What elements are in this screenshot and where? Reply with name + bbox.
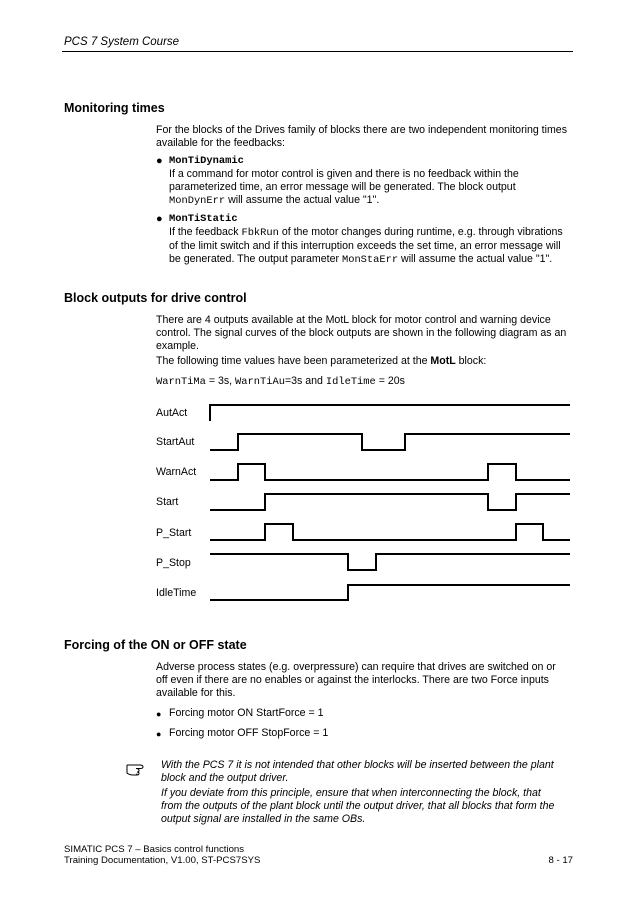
- signal-label-p-stop: P_Stop: [156, 557, 191, 569]
- waveform-idletime: [210, 585, 570, 600]
- signal-label-warnact: WarnAct: [156, 466, 197, 478]
- bullet-line: If a command for motor control is given and there is no feedback within the: [169, 168, 519, 180]
- page-number: 8 - 17: [548, 855, 573, 866]
- waveform-startaut: [210, 434, 570, 450]
- forcing-paragraph: [156, 661, 576, 700]
- signal-label-p-start: P_Start: [156, 527, 192, 539]
- note-line: block and the output driver.: [161, 772, 289, 784]
- signal-label-startaut: StartAut: [156, 436, 195, 448]
- footer-info: [64, 844, 260, 866]
- paragraph-text: = 20s: [375, 375, 405, 387]
- waveform-autact: [210, 405, 570, 421]
- waveform-p-stop: [210, 554, 570, 570]
- bullet-icon: ●: [156, 729, 162, 739]
- bullet-text: Forcing motor ON StartForce = 1: [169, 707, 324, 719]
- page-header-title: PCS 7 System Course: [64, 36, 180, 48]
- paragraph-text: block:: [455, 355, 487, 367]
- note-line: With the PCS 7 it is not intended that other blocks will be inserted between the plant: [161, 759, 554, 771]
- waveform-start: [210, 494, 570, 510]
- heading-forcing: Forcing of the ON or OFF state: [64, 638, 247, 652]
- code-monstaerr: MonStaErr: [341, 254, 399, 266]
- code-warntima: WarnTiMa: [156, 376, 206, 388]
- note-line: output signal are installed in the same OBs.: [161, 813, 366, 825]
- paragraph-line: available for this.: [156, 687, 236, 699]
- paragraph-text: = 3s,: [205, 375, 236, 387]
- note-line: If you deviate from this principle, ensure that when interconnecting the block, that: [161, 787, 541, 799]
- bullet-icon: ●: [156, 155, 163, 167]
- block-name-motl: MotL: [430, 355, 456, 367]
- bullet-text: of the motor changes during runtime, e.g. through vibrations: [278, 226, 563, 238]
- bullet-force-on: [156, 707, 569, 720]
- signal-label-idletime: IdleTime: [156, 587, 197, 599]
- bullet-force-off: [156, 727, 569, 740]
- bullet-text: will assume the actual value "1".: [398, 253, 553, 265]
- footer-line: Training Documentation, V1.00, ST-PCS7SYS: [64, 855, 261, 866]
- heading-monitoring-times: Monitoring times: [64, 101, 165, 115]
- note-line: from the outputs of the plant block until the output driver, that all blocks that form the: [161, 800, 555, 812]
- paragraph-line: Adverse process states (e.g. overpressure) can require that drives are switched on or: [156, 661, 556, 673]
- signal-label-autact: AutAct: [156, 407, 188, 419]
- bullet-icon: ●: [156, 213, 163, 225]
- paragraph-line: control. The signal curves of the block outputs are shown in the following diagram as an: [156, 327, 567, 339]
- code-warntiau: WarnTiAu: [235, 376, 285, 388]
- bullet-icon: ●: [156, 709, 162, 719]
- paragraph-line: There are 4 outputs available at the MotL block for motor control and warning device: [156, 314, 551, 326]
- bullet-text: will assume the actual value "1".: [225, 194, 380, 206]
- footer-line: SIMATIC PCS 7 – Basics control functions: [64, 844, 245, 855]
- waveform-warnact: [210, 464, 570, 480]
- code-idletime: IdleTime: [325, 376, 376, 388]
- bullet-title: MonTiDynamic: [169, 155, 244, 167]
- bullet-text: Forcing motor OFF StopForce = 1: [169, 727, 329, 739]
- bullet-text: If the feedback: [169, 226, 242, 238]
- heading-block-outputs: Block outputs for drive control: [64, 291, 247, 305]
- monitoring-intro-line2: available for the feedbacks:: [156, 137, 285, 149]
- monitoring-intro-line1: For the blocks of the Drives family of blocks there are two independent monitoring times: [156, 124, 567, 136]
- pointing-hand-icon: [126, 760, 148, 776]
- bullet-line: parameterized time, an error message will be generated. The block output: [169, 181, 516, 193]
- signal-label-start: Start: [156, 496, 179, 508]
- paragraph-text: =3s and: [284, 375, 326, 387]
- waveform-p-start: [210, 524, 570, 540]
- paragraph-text: The following time values have been parameterized at the: [156, 355, 431, 367]
- bullet-text: be generated. The output parameter: [169, 253, 342, 265]
- bullet-line: of the limit switch and if this interruption exceeds the set time, an error message will: [169, 240, 561, 252]
- paragraph-line: off even if there are no enables or against the interlocks. There are two Force inputs: [156, 674, 549, 686]
- code-fbkrun: FbkRun: [241, 227, 279, 239]
- bullet-title: MonTiStatic: [169, 213, 238, 225]
- code-mondynerr: MonDynErr: [169, 195, 226, 207]
- paragraph-line: example.: [156, 340, 199, 352]
- note-text: [161, 759, 561, 826]
